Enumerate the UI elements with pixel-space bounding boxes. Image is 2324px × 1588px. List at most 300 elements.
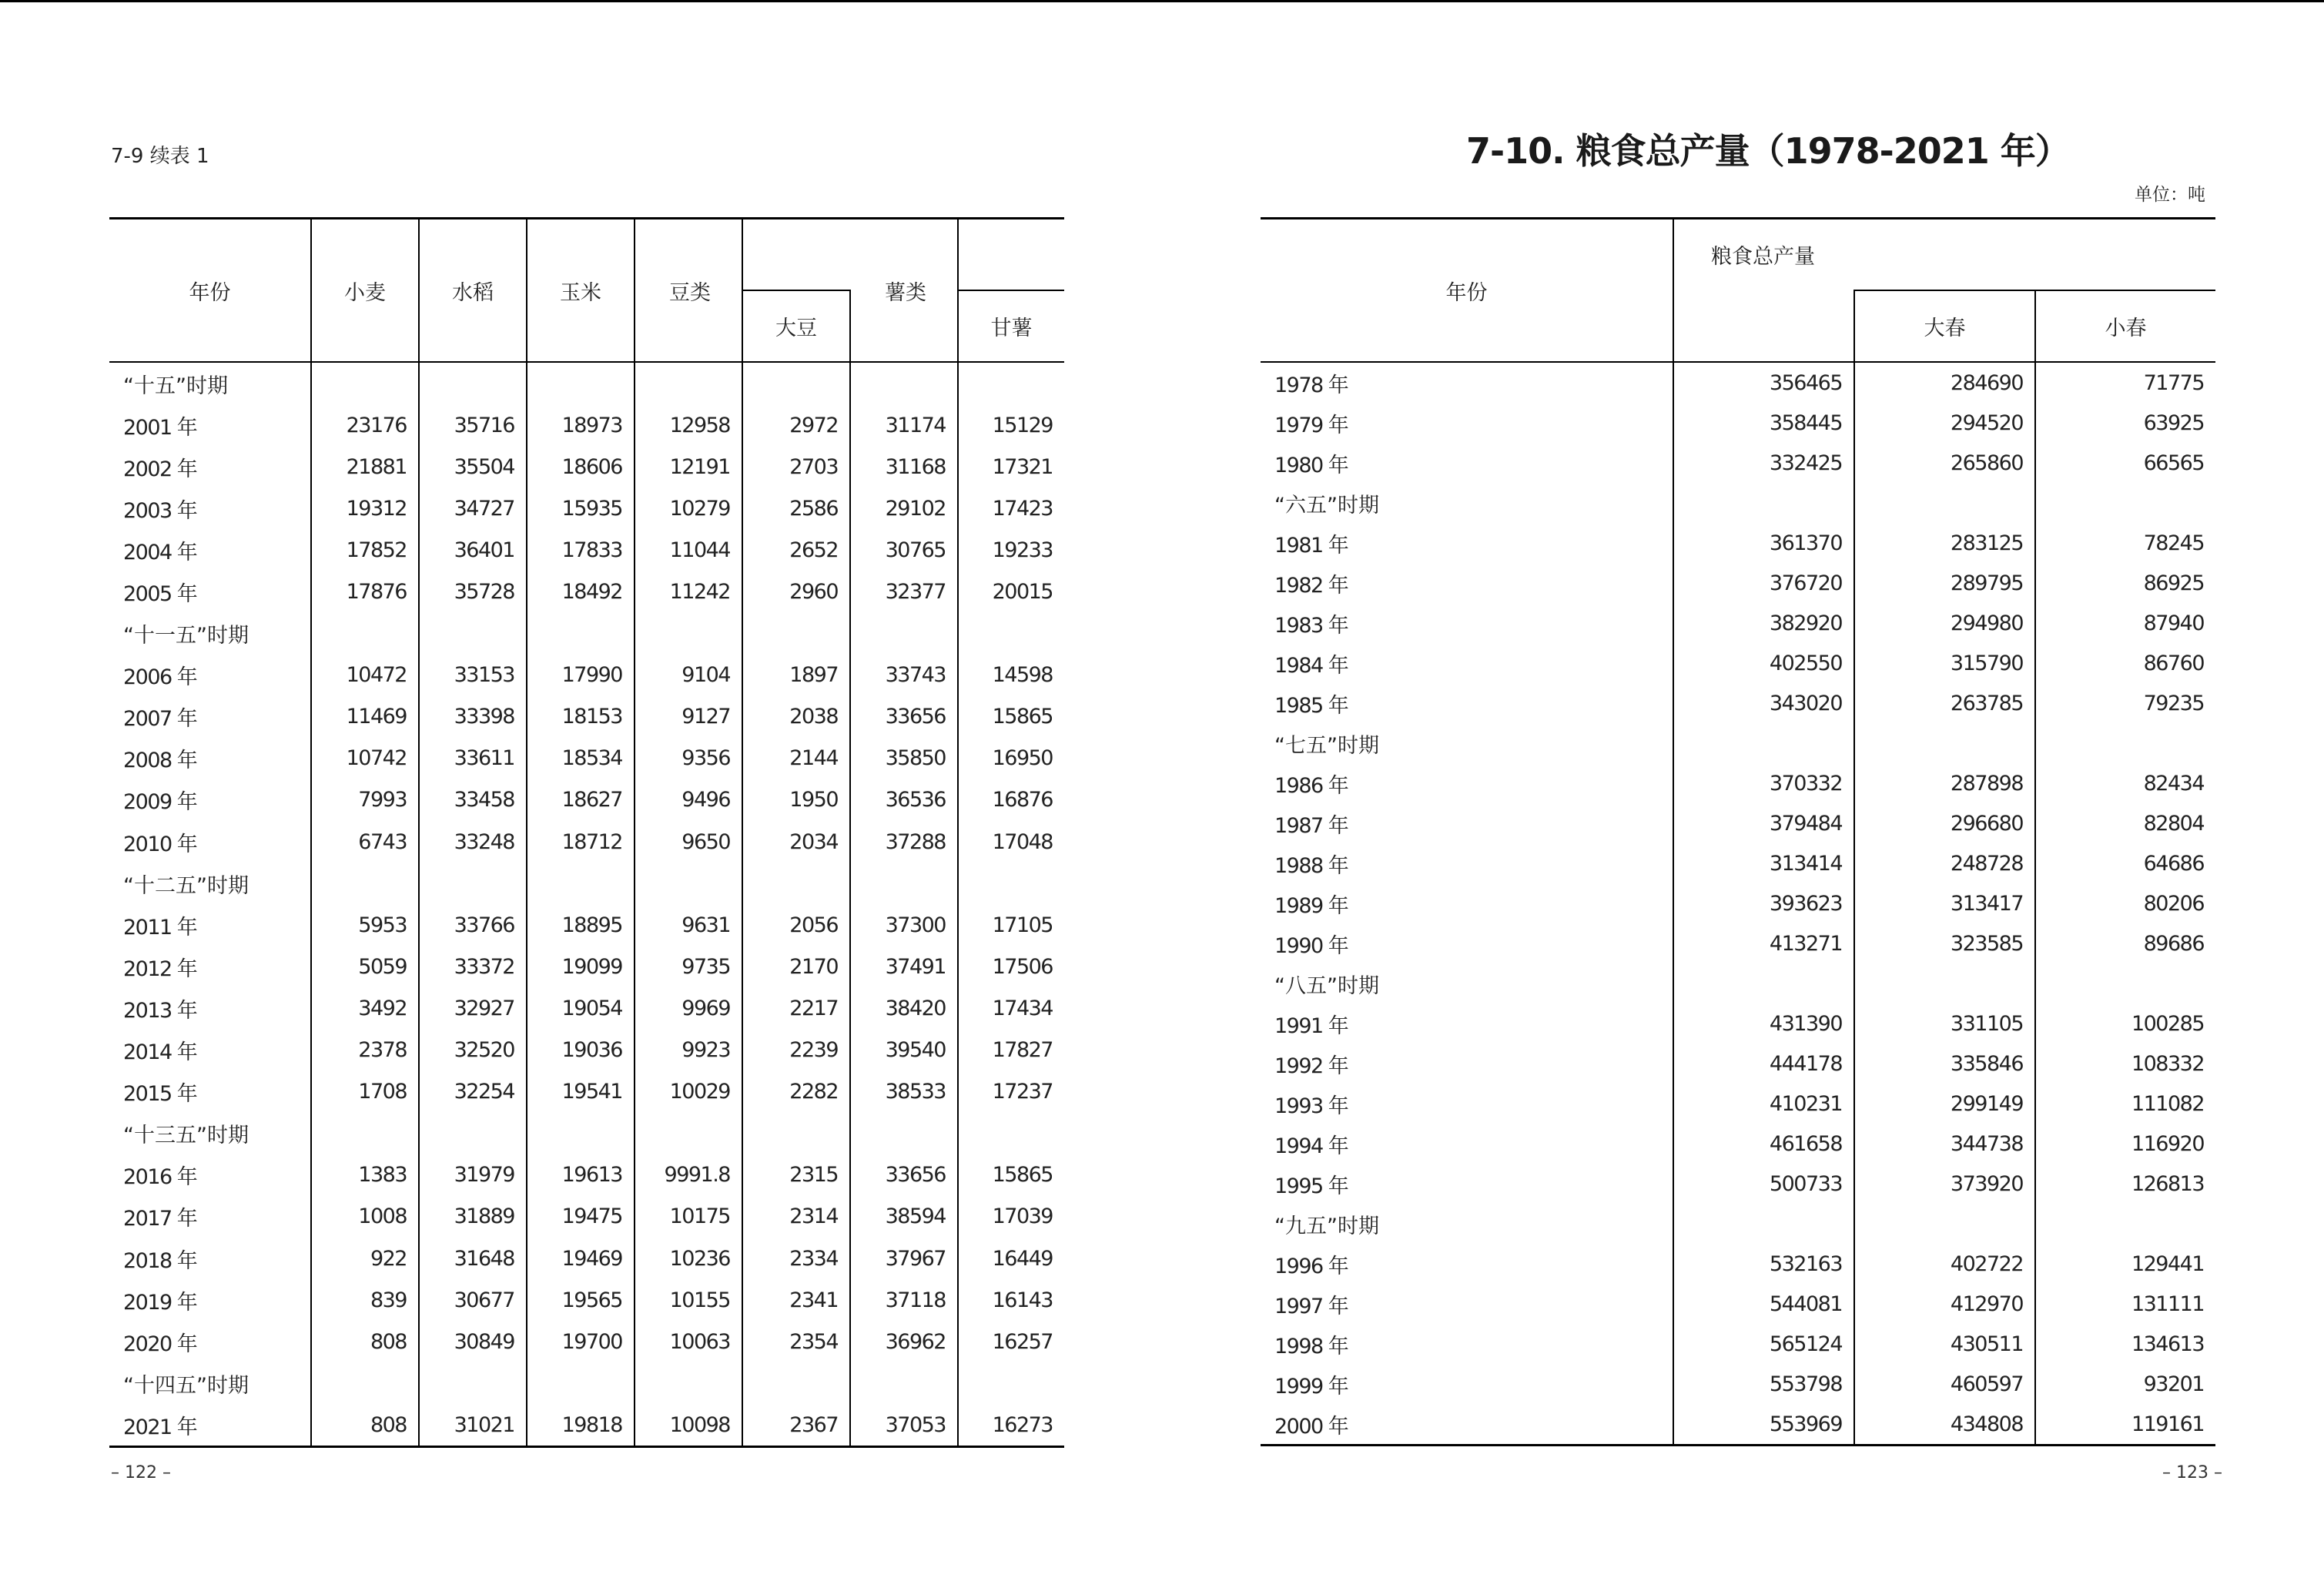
value-cell: 18153	[527, 696, 635, 738]
value-cell: 2354	[742, 1321, 850, 1362]
year-cell: 1984 年	[1261, 643, 1673, 683]
empty-cell	[635, 362, 742, 404]
value-cell: 379484	[1673, 803, 1854, 843]
period-label: “十二五”时期	[109, 863, 311, 904]
value-cell: 82804	[2143, 811, 2205, 836]
table-row	[109, 779, 1064, 821]
table-row	[1261, 883, 2215, 923]
value-cell: 808	[311, 1321, 419, 1362]
empty-cell	[1854, 723, 2035, 763]
value-cell: 33458	[419, 779, 527, 821]
table-row	[1261, 643, 2215, 683]
empty-cell	[311, 362, 419, 404]
value-cell: 10029	[635, 1071, 742, 1113]
header-beans: 豆类	[635, 219, 742, 363]
value-cell: 19054	[527, 987, 635, 1029]
year-cell: 1980 年	[1261, 443, 1673, 483]
value-cell: 2652	[742, 529, 850, 571]
header-tubers: 薯类	[850, 219, 958, 363]
value-cell: 17506	[992, 954, 1053, 979]
empty-cell	[527, 613, 635, 655]
table-row	[1261, 1003, 2215, 1044]
year-cell: 1985 年	[1261, 683, 1673, 723]
table-row	[109, 738, 1064, 779]
empty-cell	[2035, 963, 2215, 1003]
year-cell: 2021 年	[109, 1404, 311, 1447]
year-cell: 1987 年	[1261, 803, 1673, 843]
year-cell: 2001 年	[109, 404, 311, 446]
value-cell: 2314	[742, 1196, 850, 1238]
value-cell: 15865	[992, 705, 1053, 729]
year-cell: 1993 年	[1261, 1084, 1673, 1124]
value-cell: 9127	[635, 696, 742, 738]
unit-label: 单位：吨	[2135, 185, 2205, 205]
value-cell: 36536	[850, 779, 958, 821]
year-cell: 2017 年	[109, 1196, 311, 1238]
value-cell: 31648	[419, 1238, 527, 1279]
value-cell: 37053	[850, 1404, 958, 1447]
header-soybean: 大豆	[742, 290, 850, 362]
table-row	[109, 1030, 1064, 1071]
value-cell: 1950	[742, 779, 850, 821]
table-row	[1261, 563, 2215, 603]
empty-cell	[311, 1362, 419, 1404]
value-cell: 100285	[2131, 1011, 2205, 1036]
header-year: 年份	[109, 219, 311, 363]
period-row	[109, 1362, 1064, 1404]
value-cell: 19700	[527, 1321, 635, 1362]
value-cell: 10236	[635, 1238, 742, 1279]
value-cell: 19099	[527, 946, 635, 987]
empty-cell	[635, 1362, 742, 1404]
empty-cell	[742, 863, 850, 904]
value-cell: 284690	[1854, 362, 2035, 403]
table-row	[1261, 443, 2215, 483]
value-cell: 9991.8	[635, 1154, 742, 1196]
empty-cell	[2035, 723, 2215, 763]
value-cell: 410231	[1673, 1084, 1854, 1124]
value-cell: 1008	[311, 1196, 419, 1238]
value-cell: 10063	[635, 1321, 742, 1362]
value-cell: 31021	[419, 1404, 527, 1447]
period-row	[1261, 483, 2215, 523]
empty-cell	[958, 1362, 1064, 1404]
empty-cell	[419, 1113, 527, 1154]
value-cell: 461658	[1673, 1124, 1854, 1164]
value-cell: 32927	[419, 987, 527, 1029]
value-cell: 31174	[850, 404, 958, 446]
year-cell: 2005 年	[109, 571, 311, 612]
value-cell: 370332	[1673, 763, 1854, 803]
value-cell: 402550	[1673, 643, 1854, 683]
value-cell: 9631	[635, 904, 742, 946]
year-cell: 1978 年	[1261, 362, 1673, 403]
value-cell: 116920	[2131, 1131, 2205, 1156]
value-cell: 18712	[527, 821, 635, 863]
value-cell: 37967	[850, 1238, 958, 1279]
value-cell: 131111	[2131, 1292, 2205, 1316]
empty-cell	[635, 863, 742, 904]
value-cell: 2334	[742, 1238, 850, 1279]
value-cell: 444178	[1673, 1044, 1854, 1084]
value-cell: 6743	[311, 821, 419, 863]
table-row	[109, 404, 1064, 446]
year-cell: 1981 年	[1261, 523, 1673, 563]
value-cell: 294520	[1854, 403, 2035, 443]
value-cell: 16257	[992, 1329, 1053, 1354]
value-cell: 38420	[850, 987, 958, 1029]
table-row	[1261, 1124, 2215, 1164]
value-cell: 12191	[635, 446, 742, 487]
value-cell: 382920	[1673, 603, 1854, 643]
year-cell: 1979 年	[1261, 403, 1673, 443]
value-cell: 430511	[1854, 1324, 2035, 1364]
value-cell: 376720	[1673, 563, 1854, 603]
value-cell: 33743	[850, 655, 958, 696]
value-cell: 9356	[635, 738, 742, 779]
year-cell: 2000 年	[1261, 1404, 1673, 1446]
table-row	[109, 821, 1064, 863]
period-label: “十四五”时期	[109, 1362, 311, 1404]
value-cell: 17321	[992, 454, 1053, 479]
value-cell: 2239	[742, 1030, 850, 1071]
value-cell: 18606	[527, 446, 635, 487]
value-cell: 17039	[992, 1204, 1053, 1229]
value-cell: 373920	[1854, 1164, 2035, 1204]
table-row	[1261, 843, 2215, 883]
value-cell: 16950	[992, 746, 1053, 771]
year-cell: 2020 年	[109, 1321, 311, 1362]
value-cell: 2315	[742, 1154, 850, 1196]
value-cell: 16273	[992, 1412, 1053, 1437]
year-cell: 2010 年	[109, 821, 311, 863]
value-cell: 2960	[742, 571, 850, 612]
value-cell: 33372	[419, 946, 527, 987]
year-cell: 2015 年	[109, 1071, 311, 1113]
value-cell: 10742	[311, 738, 419, 779]
year-cell: 2008 年	[109, 738, 311, 779]
value-cell: 19312	[311, 487, 419, 529]
value-cell: 17423	[992, 496, 1053, 521]
page-number-right: – 123 –	[2162, 1463, 2222, 1482]
year-cell: 2002 年	[109, 446, 311, 487]
table-row	[1261, 1324, 2215, 1364]
year-cell: 1988 年	[1261, 843, 1673, 883]
value-cell: 434808	[1854, 1404, 2035, 1446]
year-cell: 2016 年	[109, 1154, 311, 1196]
table-row	[1261, 523, 2215, 563]
value-cell: 17434	[992, 996, 1053, 1020]
value-cell: 335846	[1854, 1044, 2035, 1084]
year-cell: 2004 年	[109, 529, 311, 571]
empty-cell	[1673, 963, 1854, 1003]
table-row	[109, 946, 1064, 987]
value-cell: 129441	[2131, 1251, 2205, 1276]
empty-cell	[527, 1113, 635, 1154]
value-cell: 36401	[419, 529, 527, 571]
year-cell: 1994 年	[1261, 1124, 1673, 1164]
table-row	[1261, 1164, 2215, 1204]
value-cell: 93201	[2143, 1372, 2205, 1396]
value-cell: 11242	[635, 571, 742, 612]
value-cell: 315790	[1854, 643, 2035, 683]
table-row	[1261, 603, 2215, 643]
value-cell: 18534	[527, 738, 635, 779]
value-cell: 1708	[311, 1071, 419, 1113]
value-cell: 11469	[311, 696, 419, 738]
year-cell: 1986 年	[1261, 763, 1673, 803]
value-cell: 16143	[992, 1288, 1053, 1312]
year-cell: 1995 年	[1261, 1164, 1673, 1204]
empty-cell	[635, 1113, 742, 1154]
empty-cell	[958, 613, 1064, 655]
year-cell: 2007 年	[109, 696, 311, 738]
value-cell: 289795	[1854, 563, 2035, 603]
value-cell: 1383	[311, 1154, 419, 1196]
header-year: 年份	[1261, 219, 1673, 363]
value-cell: 553969	[1673, 1404, 1854, 1446]
empty-cell	[635, 613, 742, 655]
period-label: “十一五”时期	[109, 613, 311, 655]
value-cell: 553798	[1673, 1364, 1854, 1404]
empty-cell	[2035, 1204, 2215, 1244]
value-cell: 35504	[419, 446, 527, 487]
value-cell: 17990	[527, 655, 635, 696]
value-cell: 9735	[635, 946, 742, 987]
value-cell: 2367	[742, 1404, 850, 1447]
value-cell: 2170	[742, 946, 850, 987]
header-rice: 水稻	[419, 219, 527, 363]
value-cell: 64686	[2143, 851, 2205, 876]
empty-cell	[958, 863, 1064, 904]
year-cell: 2011 年	[109, 904, 311, 946]
year-cell: 1999 年	[1261, 1364, 1673, 1404]
value-cell: 358445	[1673, 403, 1854, 443]
period-label: “九五”时期	[1261, 1204, 1673, 1244]
value-cell: 356465	[1673, 362, 1854, 403]
value-cell: 31168	[850, 446, 958, 487]
value-cell: 39540	[850, 1030, 958, 1071]
value-cell: 111082	[2131, 1091, 2205, 1116]
value-cell: 19036	[527, 1030, 635, 1071]
value-cell: 532163	[1673, 1244, 1854, 1284]
year-cell: 1990 年	[1261, 923, 1673, 963]
table-row	[1261, 923, 2215, 963]
value-cell: 15129	[992, 413, 1053, 437]
year-cell: 1998 年	[1261, 1324, 1673, 1364]
empty-cell	[527, 1362, 635, 1404]
value-cell: 5953	[311, 904, 419, 946]
value-cell: 922	[311, 1238, 419, 1279]
empty-cell	[742, 1362, 850, 1404]
year-cell: 1989 年	[1261, 883, 1673, 923]
value-cell: 16876	[992, 788, 1053, 812]
value-cell: 82434	[2143, 771, 2205, 796]
empty-cell	[742, 613, 850, 655]
empty-cell	[311, 613, 419, 655]
year-cell: 2003 年	[109, 487, 311, 529]
value-cell: 500733	[1673, 1164, 1854, 1204]
value-cell: 16449	[992, 1246, 1053, 1271]
value-cell: 17105	[992, 913, 1053, 937]
table-row	[109, 1238, 1064, 1279]
value-cell: 23176	[311, 404, 419, 446]
period-row	[109, 1113, 1064, 1154]
empty-cell	[850, 1362, 958, 1404]
value-cell: 35716	[419, 404, 527, 446]
value-cell: 565124	[1673, 1324, 1854, 1364]
header-corn: 玉米	[527, 219, 635, 363]
value-cell: 18627	[527, 779, 635, 821]
table-row	[109, 1154, 1064, 1196]
value-cell: 296680	[1854, 803, 2035, 843]
table-row	[109, 1196, 1064, 1238]
value-cell: 21881	[311, 446, 419, 487]
year-cell: 2013 年	[109, 987, 311, 1029]
value-cell: 2056	[742, 904, 850, 946]
table-row	[1261, 1284, 2215, 1324]
value-cell: 18895	[527, 904, 635, 946]
value-cell: 17876	[311, 571, 419, 612]
grain-by-crop-table	[109, 217, 1064, 1448]
year-cell: 1991 年	[1261, 1003, 1673, 1044]
value-cell: 19475	[527, 1196, 635, 1238]
value-cell: 18492	[527, 571, 635, 612]
value-cell: 413271	[1673, 923, 1854, 963]
empty-cell	[1673, 483, 1854, 523]
value-cell: 265860	[1854, 443, 2035, 483]
table-row	[109, 529, 1064, 571]
grain-total-output-table	[1261, 217, 2215, 1446]
period-label: “七五”时期	[1261, 723, 1673, 763]
value-cell: 89686	[2143, 931, 2205, 956]
value-cell: 19818	[527, 1404, 635, 1447]
table-row	[109, 1279, 1064, 1321]
value-cell: 9969	[635, 987, 742, 1029]
value-cell: 544081	[1673, 1284, 1854, 1324]
value-cell: 33766	[419, 904, 527, 946]
value-cell: 283125	[1854, 523, 2035, 563]
table-row	[1261, 403, 2215, 443]
value-cell: 12958	[635, 404, 742, 446]
value-cell: 37300	[850, 904, 958, 946]
value-cell: 37118	[850, 1279, 958, 1321]
empty-cell	[419, 863, 527, 904]
table-row	[1261, 1244, 2215, 1284]
page-number-left: – 122 –	[111, 1463, 171, 1482]
value-cell: 460597	[1854, 1364, 2035, 1404]
table-row	[1261, 763, 2215, 803]
table-row	[109, 904, 1064, 946]
table-row	[109, 1321, 1064, 1362]
year-cell: 1983 年	[1261, 603, 1673, 643]
value-cell: 30677	[419, 1279, 527, 1321]
empty-cell	[419, 362, 527, 404]
year-cell: 1992 年	[1261, 1044, 1673, 1084]
value-cell: 19541	[527, 1071, 635, 1113]
period-label: “十三五”时期	[109, 1113, 311, 1154]
value-cell: 3492	[311, 987, 419, 1029]
empty-cell	[850, 362, 958, 404]
value-cell: 323585	[1854, 923, 2035, 963]
value-cell: 19565	[527, 1279, 635, 1321]
period-row	[109, 613, 1064, 655]
period-label: “八五”时期	[1261, 963, 1673, 1003]
value-cell: 134613	[2131, 1332, 2205, 1356]
value-cell: 15865	[992, 1163, 1053, 1188]
value-cell: 19469	[527, 1238, 635, 1279]
period-label: “十五”时期	[109, 362, 311, 404]
value-cell: 33611	[419, 738, 527, 779]
year-cell: 2014 年	[109, 1030, 311, 1071]
value-cell: 14598	[992, 663, 1053, 688]
value-cell: 32520	[419, 1030, 527, 1071]
period-row	[1261, 963, 2215, 1003]
value-cell: 31889	[419, 1196, 527, 1238]
value-cell: 126813	[2131, 1171, 2205, 1196]
value-cell: 431390	[1673, 1003, 1854, 1044]
table-row	[1261, 362, 2215, 403]
value-cell: 31979	[419, 1154, 527, 1196]
value-cell: 9104	[635, 655, 742, 696]
value-cell: 15935	[527, 487, 635, 529]
empty-cell	[419, 1362, 527, 1404]
value-cell: 17852	[311, 529, 419, 571]
value-cell: 1897	[742, 655, 850, 696]
value-cell: 2378	[311, 1030, 419, 1071]
value-cell: 33656	[850, 1154, 958, 1196]
header-sweet-potato: 甘薯	[958, 290, 1064, 362]
table-row	[109, 696, 1064, 738]
value-cell: 10155	[635, 1279, 742, 1321]
empty-cell	[527, 362, 635, 404]
year-cell: 2009 年	[109, 779, 311, 821]
year-cell: 1997 年	[1261, 1284, 1673, 1324]
value-cell: 35850	[850, 738, 958, 779]
value-cell: 80206	[2143, 891, 2205, 916]
table-row	[1261, 683, 2215, 723]
value-cell: 10175	[635, 1196, 742, 1238]
value-cell: 808	[311, 1404, 419, 1447]
table-row	[1261, 803, 2215, 843]
empty-cell	[2035, 483, 2215, 523]
value-cell: 402722	[1854, 1244, 2035, 1284]
value-cell: 34727	[419, 487, 527, 529]
header-wheat: 小麦	[311, 219, 419, 363]
value-cell: 2282	[742, 1071, 850, 1113]
value-cell: 38594	[850, 1196, 958, 1238]
value-cell: 2144	[742, 738, 850, 779]
value-cell: 30765	[850, 529, 958, 571]
value-cell: 10472	[311, 655, 419, 696]
value-cell: 10279	[635, 487, 742, 529]
value-cell: 17237	[992, 1080, 1053, 1104]
value-cell: 299149	[1854, 1084, 2035, 1124]
table-row	[1261, 1404, 2215, 1446]
empty-cell	[1854, 963, 2035, 1003]
value-cell: 33656	[850, 696, 958, 738]
value-cell: 2217	[742, 987, 850, 1029]
value-cell: 839	[311, 1279, 419, 1321]
empty-cell	[1673, 1204, 1854, 1244]
table-row	[1261, 1084, 2215, 1124]
value-cell: 32254	[419, 1071, 527, 1113]
table-row	[109, 571, 1064, 612]
value-cell: 313414	[1673, 843, 1854, 883]
value-cell: 7993	[311, 779, 419, 821]
empty-cell	[742, 362, 850, 404]
value-cell: 87940	[2143, 611, 2205, 635]
